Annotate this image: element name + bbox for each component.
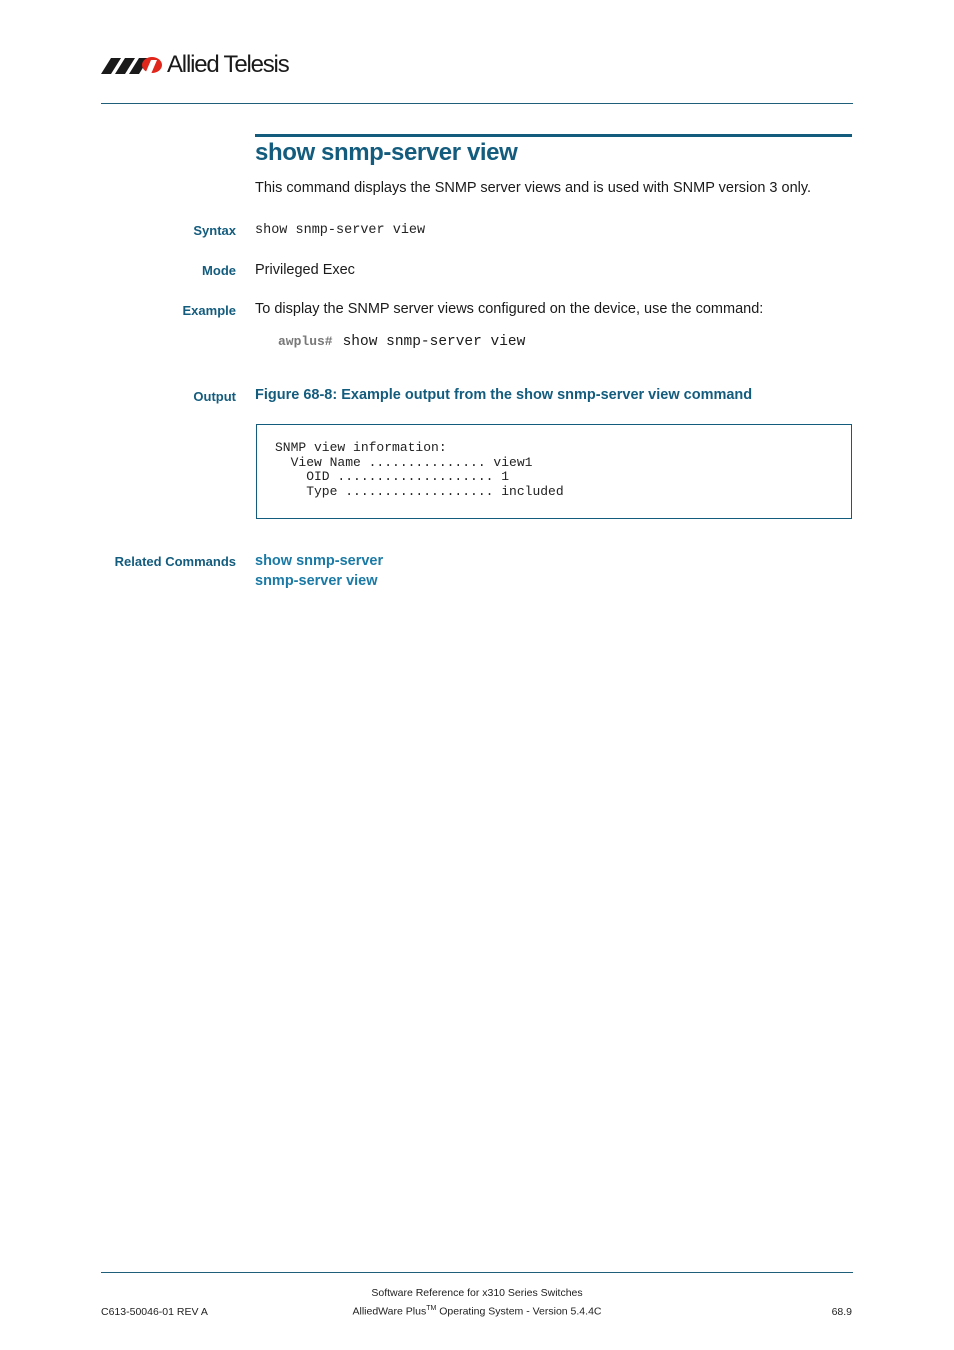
output-label: Output xyxy=(193,389,236,404)
page-title: show snmp-server view xyxy=(255,139,518,166)
figure-caption: Figure 68-8: Example output from the show snmp-server view command xyxy=(255,387,753,403)
syntax-label: Syntax xyxy=(193,223,236,238)
cli-command: show snmp-server view xyxy=(342,334,526,350)
mode-text: Privileged Exec xyxy=(255,262,355,278)
related-link-show-snmp-server[interactable]: show snmp-server xyxy=(255,553,384,569)
example-command xyxy=(278,334,525,350)
header-divider xyxy=(101,103,853,104)
footer-os-version: Operating System - Version 5.4.4C xyxy=(436,1305,602,1318)
output-text: SNMP view information: View Name ............... view1 OID .................... 1 Type ................... included xyxy=(275,440,564,499)
example-label: Example xyxy=(182,303,236,318)
footer-divider xyxy=(101,1272,853,1273)
footer-title: Software Reference for x310 Series Switches xyxy=(371,1287,583,1299)
cli-prompt: awplus# xyxy=(278,334,333,349)
title-rule xyxy=(255,134,852,137)
mode-label: Mode xyxy=(202,263,236,278)
footer-doc-id: C613-50046-01 REV A xyxy=(101,1306,208,1318)
logo-text: Allied Telesis xyxy=(167,51,289,78)
syntax-text: show snmp-server view xyxy=(255,223,426,238)
related-commands-label: Related Commands xyxy=(114,554,236,569)
output-box xyxy=(256,424,852,519)
command-description: This command displays the SNMP server views and is used with SNMP version 3 only. xyxy=(255,180,812,196)
footer-page-number: 68.9 xyxy=(831,1306,852,1318)
trademark: TM xyxy=(426,1305,437,1312)
logo-mark-icon xyxy=(101,56,163,74)
allied-telesis-logo xyxy=(101,50,289,80)
footer-product: AlliedWare Plus xyxy=(352,1305,427,1318)
example-text: To display the SNMP server views configured on the device, use the command: xyxy=(255,301,764,317)
related-link-snmp-server-view[interactable]: snmp-server view xyxy=(255,573,378,589)
